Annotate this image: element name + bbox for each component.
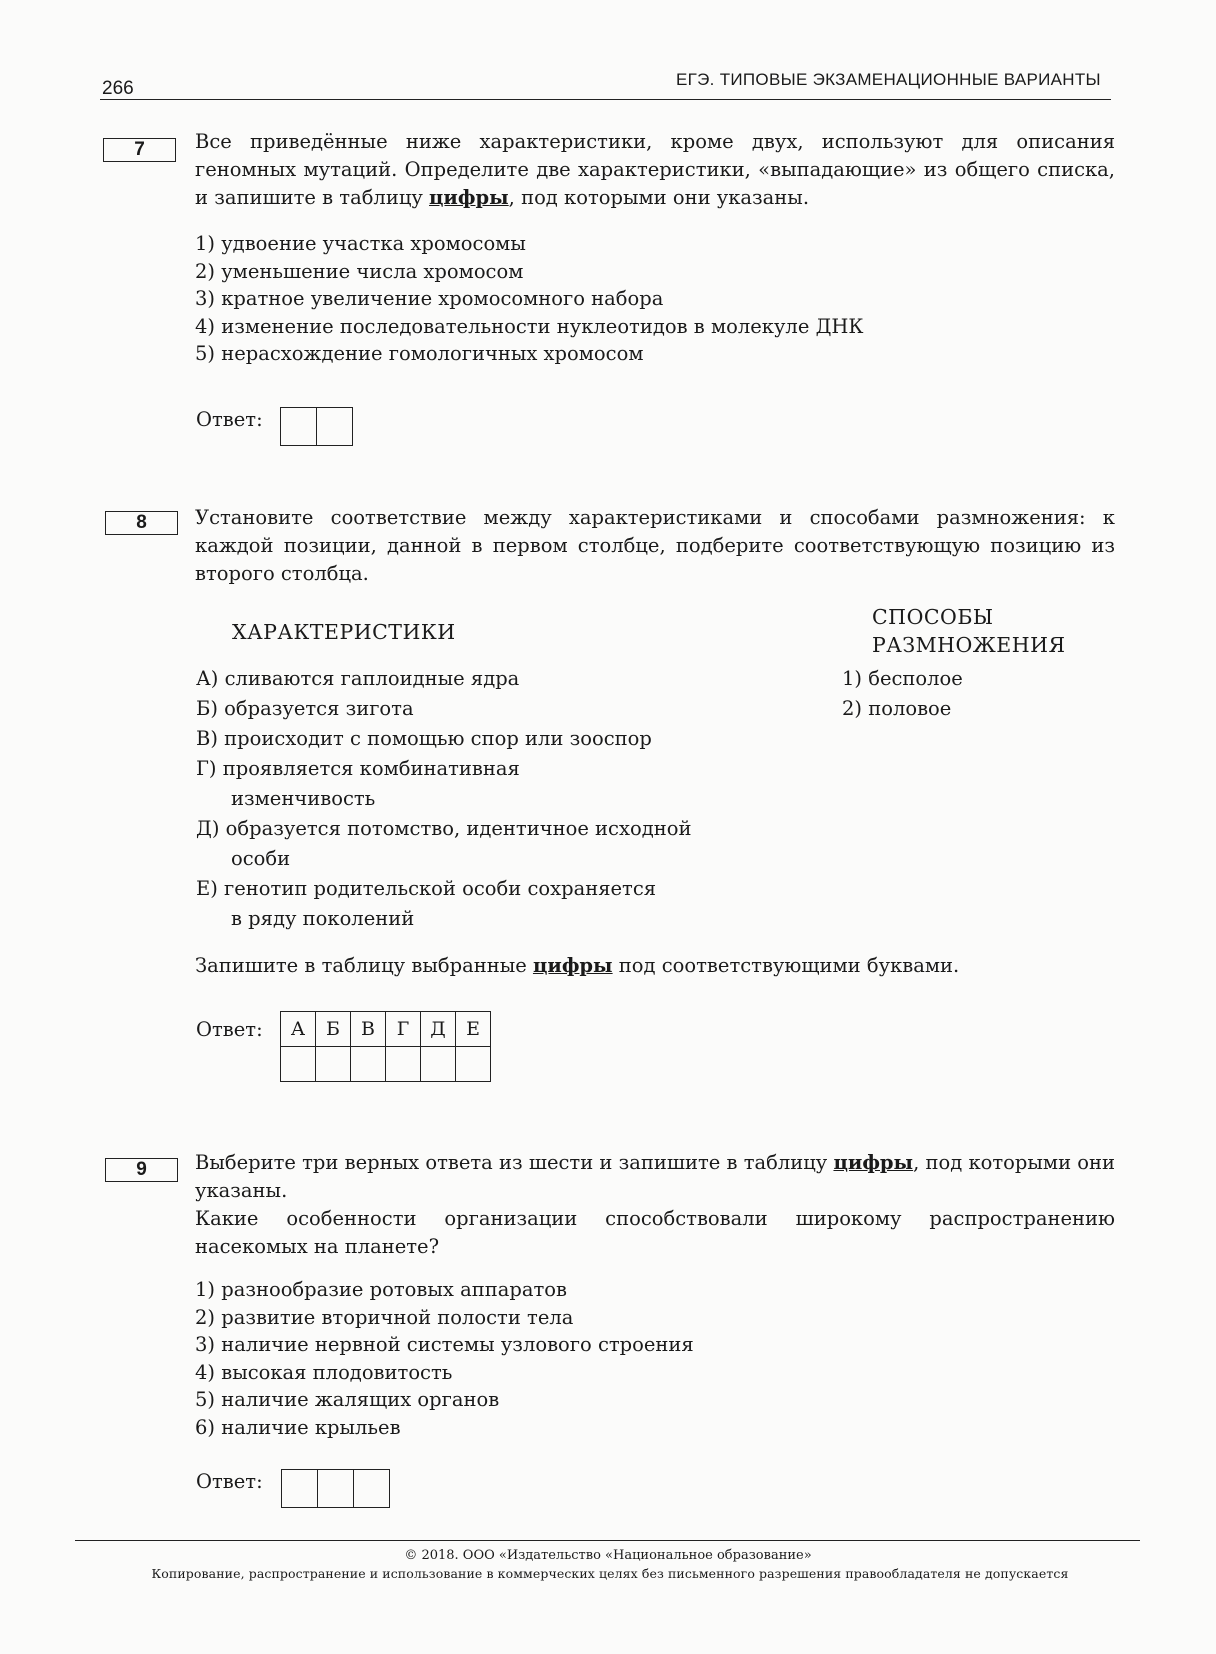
question-8-bold-word: цифры — [532, 954, 613, 977]
question-9-options — [195, 1276, 694, 1441]
list-item: 3) кратное увеличение хромосомного набора — [195, 287, 664, 310]
list-item: 4) высокая плодовитость — [195, 1360, 453, 1384]
list-item: 6) наличие крыльев — [195, 1415, 401, 1439]
question-9-bold-word: цифры — [833, 1151, 914, 1174]
list-item: 2) уменьшение числа хромосом — [195, 259, 524, 283]
question-8-number: 8 — [105, 511, 178, 535]
characteristic-item: Г) проявляется комбинативная изменчивость — [196, 757, 520, 810]
question-9-text: Выберите три верных ответа из шести и запишите в таблицу цифры, под которыми они указаны. — [195, 1151, 1115, 1202]
running-header: ЕГЭ. ТИПОВЫЕ ЭКЗАМЕНАЦИОННЫЕ ВАРИАНТЫ — [676, 70, 1101, 89]
answer-cell[interactable] — [351, 1047, 386, 1082]
question-8-text: Установите соответствие между характеристиками и способами размножения: к каждой позиции, данной в первом столбце, подберите соответствующую позицию из второго столбца. — [195, 506, 1115, 585]
list-item: 5) наличие жалящих органов — [195, 1388, 500, 1411]
method-item-asexual: 1) бесполое — [842, 667, 963, 690]
question-9-question: Какие особенности организации способствовали широкому распространению насекомых на планете? — [195, 1207, 1115, 1258]
list-item: 1) разнообразие ротовых аппаратов — [195, 1278, 567, 1301]
letter-cell: Б — [316, 1012, 351, 1047]
letter-cell: Е — [456, 1012, 491, 1047]
page-number: 266 — [102, 78, 134, 99]
characteristic-item: Б) образуется зигота — [196, 697, 414, 720]
letter-cell: В — [351, 1012, 386, 1047]
question-8-instruction: Запишите в таблицу выбранные цифры под соответствующими буквами. — [195, 954, 960, 977]
answer-cell[interactable] — [386, 1047, 421, 1082]
question-7-bold-word: цифры — [429, 186, 509, 209]
footer-rule — [75, 1540, 1140, 1541]
answer-cell[interactable] — [281, 408, 316, 445]
question-9-number: 9 — [105, 1158, 178, 1182]
characteristic-item: А) сливаются гаплоидные ядра — [196, 667, 520, 690]
answer-cell[interactable] — [282, 1470, 317, 1507]
copyright-notice: Копирование, распространение и использование в коммерческих целях без письменного разрешения правообладателя не допускается — [151, 1566, 1069, 1581]
question-9-answer-boxes[interactable] — [281, 1469, 390, 1508]
method-item-sexual: 2) половое — [842, 697, 952, 720]
list-item: 2) развитие вторичной полости тела — [195, 1305, 574, 1329]
answer-cell[interactable] — [316, 408, 352, 445]
question-7-answer-boxes[interactable] — [280, 407, 353, 446]
question-7-text — [195, 128, 1115, 212]
header-rule — [100, 99, 1111, 100]
letter-cell: Г — [386, 1012, 421, 1047]
question-7-answer-label: Ответ: — [196, 408, 263, 431]
question-7-text-start: Все приведённые ниже характеристики, кроме двух, используют для описания геномных мутаций. Определите две характеристики, «выпадающие» из общего списка, и запишите в таблицу — [195, 130, 1115, 209]
question-7-text-end: , под которыми они указаны. — [508, 186, 810, 209]
characteristic-item: В) происходит с помощью спор или зооспор — [196, 727, 652, 750]
copyright-line: © 2018. ООО «Издательство «Национальное образование» — [404, 1548, 812, 1563]
answer-cell[interactable] — [316, 1047, 351, 1082]
characteristics-header: ХАРАКТЕРИСТИКИ — [232, 620, 456, 644]
question-8-answer-table — [280, 1011, 491, 1082]
letter-cell: Д — [421, 1012, 456, 1047]
answer-cell[interactable] — [353, 1470, 389, 1507]
list-item: 3) наличие нервной системы узлового строения — [195, 1333, 694, 1356]
answer-cell[interactable] — [281, 1047, 316, 1082]
answer-cell[interactable] — [456, 1047, 491, 1082]
list-item: 1) удвоение участка хромосомы — [195, 232, 526, 255]
methods-header-line2: РАЗМНОЖЕНИЯ — [872, 633, 1066, 657]
characteristic-item: Е) генотип родительской особи сохраняется в ряду поколений — [196, 877, 657, 930]
question-8-answer-label: Ответ: — [196, 1018, 263, 1041]
answer-cell[interactable] — [317, 1470, 353, 1507]
question-7-options — [195, 230, 864, 368]
question-9-answer-label: Ответ: — [196, 1470, 263, 1493]
letter-cell: А — [281, 1012, 316, 1047]
list-item: 5) нерасхождение гомологичных хромосом — [195, 342, 644, 365]
characteristic-item: Д) образуется потомство, идентичное исходной особи — [196, 817, 692, 870]
list-item: 4) изменение последовательности нуклеотидов в молекуле ДНК — [195, 314, 864, 338]
methods-header-line1: СПОСОБЫ — [872, 605, 994, 629]
question-7-number: 7 — [103, 138, 176, 162]
answer-cell[interactable] — [421, 1047, 456, 1082]
